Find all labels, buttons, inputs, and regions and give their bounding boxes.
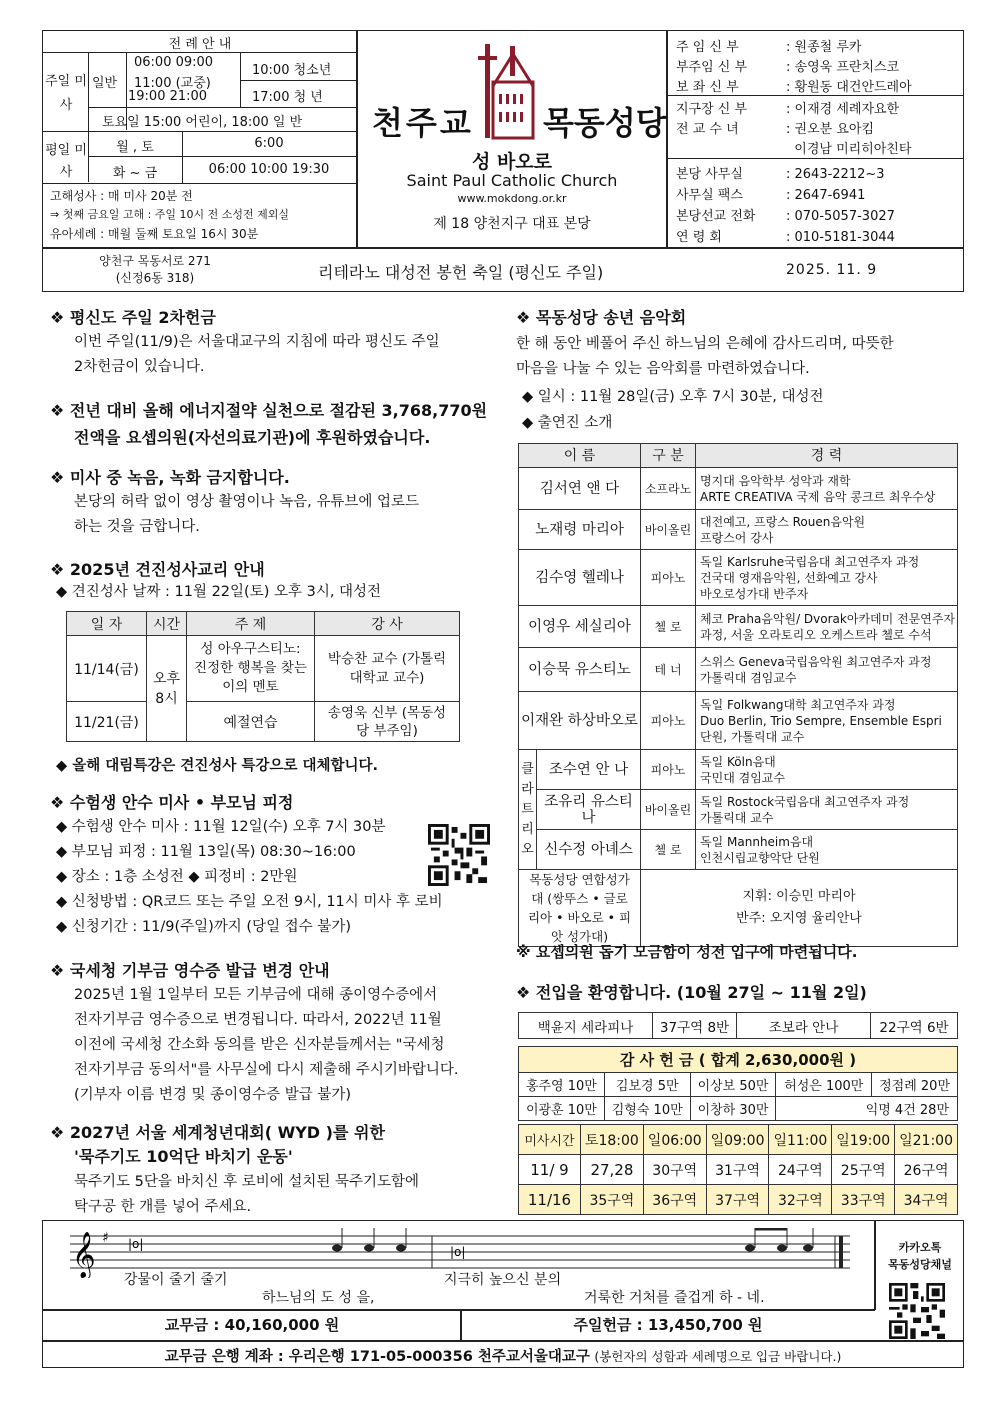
- church-name-right: 목동성당: [543, 104, 667, 142]
- career-line: 체코 Praha음악원/ Dvorak아카데미 전문연주자: [700, 611, 955, 626]
- topic-cell: 성 아우구스티노: 진정한 행복을 찾는 이의 멘토: [187, 636, 315, 702]
- performer-name: 김수영 헬레나: [519, 550, 641, 606]
- career-line: 인천시립교향악단 단원: [700, 850, 820, 865]
- performer-name: 신수정 아녜스: [537, 830, 641, 870]
- website-link[interactable]: www.mokdong.or.kr: [457, 192, 567, 205]
- performer-name: 노재령 마리아: [519, 510, 641, 550]
- text-line: 이번 주일(11/9)은 서울대교구의 지침에 따라 평신도 주일: [74, 334, 440, 350]
- concert-performers-label: ◆ 출연진 소개: [522, 415, 613, 431]
- newcomer-zone: 37구역 8반: [653, 1013, 737, 1039]
- performer-name: 조수연 안 나: [537, 750, 641, 790]
- choir-accompanist: 반주: 오지영 율리안나: [736, 911, 862, 926]
- performer-career: [696, 468, 958, 510]
- staff-name: 권오분 요아킴: [794, 122, 874, 137]
- concert-date: ◆ 일시 : 11월 28일(금) 오후 7시 30분, 대성전: [522, 389, 824, 405]
- sunday-times-1: 06:00 09:00: [134, 55, 214, 70]
- contact-value: 010-5181-3044: [794, 230, 895, 245]
- col-header: 구 분: [641, 444, 696, 468]
- performer-career: [696, 648, 958, 692]
- career-line: 과정, 서울 오라토리오 오케스트라 첼로 수석: [700, 627, 932, 642]
- text-line: (기부자 이름 변경 및 종이영수증 발급 불가): [74, 1087, 352, 1103]
- contact-label: 본당 사무실: [676, 167, 743, 182]
- section-title-laity-sunday: ❖ 평신도 주일 2차헌금: [50, 308, 216, 327]
- col-header: 미사시간: [519, 1125, 581, 1155]
- english-name: Saint Paul Catholic Church: [406, 171, 618, 190]
- duty-cell: 31구역: [706, 1155, 769, 1185]
- performer-career: [696, 510, 958, 550]
- performer-part: 피아노: [641, 750, 696, 790]
- career-line: 가톨릭대 교수: [700, 810, 774, 825]
- col-header: 경 력: [696, 444, 958, 468]
- performer-career: [696, 550, 958, 606]
- topic-cell: 예절연습: [187, 702, 315, 742]
- performer-name: 김서연 앤 다: [519, 468, 641, 510]
- district-label: 제 18 양천지구 대표 본당: [433, 216, 591, 232]
- choir-conductor: 지휘: 이승민 마리아: [742, 889, 856, 904]
- text-line: 탁구공 한 개를 넣어 주세요.: [74, 1199, 252, 1215]
- laity-sunday-body: [74, 330, 494, 380]
- thanks-cell: 정점례 20만: [872, 1073, 958, 1097]
- staff-role: 부주임 신 부: [676, 60, 748, 75]
- col-header: 일11:00: [769, 1125, 832, 1155]
- col-header: 일09:00: [706, 1125, 769, 1155]
- mass-duty-table: [518, 1124, 958, 1215]
- career-line: 가톨릭대 겸임교수: [700, 670, 797, 685]
- performer-part: 피아노: [641, 550, 696, 606]
- bank-account-main: 교무금 은행 계좌 : 우리은행 171-05-000356 천주교서울대교구: [164, 1349, 590, 1365]
- text-line: 전자기부금 동의서"를 사무실에 다시 제출해 주시기바랍니다.: [74, 1062, 459, 1078]
- thanks-title: 감 사 헌 금 ( 합계 2,630,000원 ): [519, 1047, 958, 1073]
- patron-saint: 성 바오로: [471, 151, 553, 173]
- qr-code-icon[interactable]: [428, 824, 490, 886]
- duty-date: 11/16: [519, 1185, 581, 1215]
- newcomers-table: [518, 1012, 958, 1039]
- lyric-line-3: 지극히 높으신 분의: [444, 1272, 562, 1288]
- thanks-cell: 김형숙 10만: [604, 1097, 690, 1121]
- career-line: ARTE CREATIVA 국제 음악 콩크르 최우수상: [700, 489, 936, 504]
- svg-text:|o|: |o|: [450, 1245, 466, 1259]
- list-item: ◆ 신청방법 : QR코드 또는 주일 오전 9시, 11시 미사 후 로비: [56, 894, 443, 910]
- duty-cell: 33구역: [832, 1185, 895, 1215]
- career-line: Duo Berlin, Trio Sempre, Ensemble Espri: [700, 713, 942, 728]
- performer-career: [696, 790, 958, 830]
- lyric-line-1: 강물이 줄기 줄기: [124, 1272, 228, 1288]
- performer-part: 소프라노: [641, 468, 696, 510]
- list-item: ◆ 수험생 안수 미사 : 11월 12일(수) 오후 7시 30분: [56, 819, 386, 835]
- duty-cell: 34구역: [895, 1185, 958, 1215]
- col-header: 강 사: [315, 612, 460, 636]
- section-title-donation-receipt: ❖ 국세청 기부금 영수증 발급 변경 안내: [50, 961, 330, 980]
- newcomer-name: 조보라 안나: [737, 1013, 871, 1039]
- confirmation-table: [66, 611, 460, 742]
- sunday-times-2: 11:00 (교중): [134, 76, 211, 91]
- career-line: 단원, 가톨릭대 교수: [700, 729, 805, 744]
- staff-role: 지구장 신 부: [676, 102, 748, 117]
- section-title-recording: ❖ 미사 중 녹음, 녹화 금지합니다.: [50, 468, 290, 487]
- staff-name: 송영욱 프란치스코: [794, 60, 900, 75]
- performer-name: 이재완 하상바오로: [519, 692, 641, 750]
- career-line: 명지대 음악학부 성악과 재학: [700, 473, 851, 488]
- career-line: 독일 Rostock국립음대 최고연주자 과정: [700, 794, 910, 809]
- joseph-clinic-note: ※ 요셉의원 돕기 모금함이 성전 입구에 마련됩니다.: [516, 943, 858, 961]
- col-header: 일06:00: [643, 1125, 706, 1155]
- thanks-cell: 김보경 5만: [604, 1073, 690, 1097]
- contact-label: 본당선교 전화: [676, 209, 756, 224]
- thanks-cell: 허성은 100만: [776, 1073, 872, 1097]
- contact-value: 2643-2212~3: [794, 167, 885, 182]
- career-line: 대전예고, 프랑스 Rouen음악원: [700, 514, 866, 529]
- infant-baptism-info: 유아세례 : 매월 둘째 토요일 16시 30분: [50, 227, 259, 241]
- tithe-total: 교무금 : 40,160,000 원: [164, 1316, 340, 1334]
- kakao-label-1: 카카오톡: [898, 1241, 942, 1254]
- section-title-exam-mass: ❖ 수험생 안수 미사 • 부모님 피정: [50, 793, 294, 812]
- career-line: 독일 Folkwang대학 최고연주자 과정: [700, 697, 896, 712]
- donation-receipt-body: [74, 983, 494, 1108]
- choir-leaders: [641, 870, 958, 947]
- col-header: 주 제: [187, 612, 315, 636]
- date-cell: 11/21(금): [67, 702, 147, 742]
- confirmation-date: ◆ 견진성사 날짜 : 11월 22일(토) 오후 3시, 대성전: [56, 584, 382, 600]
- staff-name: 황원동 대건안드레아: [794, 80, 912, 95]
- sunday-offering-total: 주일헌금 : 13,450,700 원: [573, 1316, 763, 1334]
- address-line-1: 양천구 목동서로 271: [99, 254, 211, 268]
- text-line: 2차헌금이 있습니다.: [74, 359, 205, 375]
- duty-cell: 27,28: [581, 1155, 644, 1185]
- career-line: 스위스 Geneva국립음악원 최고연주자 과정: [700, 654, 932, 669]
- duty-date: 11/ 9: [519, 1155, 581, 1185]
- performer-career: [696, 750, 958, 790]
- list-item: ◆ 장소 : 1층 소성전 ◆ 피정비 : 2만원: [56, 869, 298, 885]
- thanks-cell: 이광훈 10만: [519, 1097, 605, 1121]
- church-logo-icon: [477, 42, 541, 142]
- section-title-energy: ❖ 전년 대비 올해 에너지절약 실천으로 절감된 3,768,770원: [50, 401, 488, 420]
- kakao-label-2: 목동성당채널: [888, 1258, 952, 1271]
- performer-part: 피아노: [641, 692, 696, 750]
- career-line: 국민대 겸임교수: [700, 770, 785, 785]
- performer-part: 바이올린: [641, 510, 696, 550]
- saturday-mass: 토요일 15:00 어린이, 18:00 일 반: [102, 115, 303, 130]
- contact-value: 070-5057-3027: [794, 209, 895, 224]
- list-item: ◆ 부모님 피정 : 11월 13일(목) 08:30~16:00: [56, 844, 356, 860]
- thanks-cell: 홍주영 10만: [519, 1073, 605, 1097]
- performer-career: [696, 830, 958, 870]
- bank-account: [44, 1345, 962, 1366]
- col-header: 토18:00: [581, 1125, 644, 1155]
- career-line: 독일 Mannheim음대: [700, 834, 814, 849]
- general-label: 일반: [92, 76, 118, 91]
- staff-role: 전 교 수 녀: [676, 122, 739, 137]
- section-title-wyd: ❖ 2027년 서울 세계청년대회( WYD )를 위한: [50, 1123, 385, 1142]
- choir-name: 목동성당 연합성가대 (쌍뚜스 • 글로리아 • 바오로 • 피앗 성가대): [519, 870, 641, 947]
- lyric-line-2: 하느님의 도 성 을,: [262, 1290, 375, 1306]
- sunday-label: 주일 미사: [45, 74, 87, 113]
- thanks-cell: 이창하 30만: [690, 1097, 776, 1121]
- mon-sat-time: 6:00: [254, 136, 284, 151]
- date-cell: 11/14(금): [67, 636, 147, 702]
- duty-cell: 30구역: [643, 1155, 706, 1185]
- contact-value: 2647-6941: [794, 188, 866, 203]
- col-header: 시간: [147, 612, 187, 636]
- performer-name: 이승묵 유스티노: [519, 648, 641, 692]
- text-line: 마음을 나눌 수 있는 음악회를 마련하였습니다.: [516, 361, 810, 377]
- svg-text:♯: ♯: [102, 1230, 109, 1246]
- bank-account-note: (봉헌자의 성함과 세례명으로 입금 바랍니다.): [594, 1349, 842, 1364]
- bulletin-date: 2025. 11. 9: [786, 262, 878, 278]
- performer-name: 이영우 세실리아: [519, 606, 641, 648]
- speaker-cell: 송영욱 신부 (목동성당 부주임): [315, 702, 460, 742]
- thanks-cell: 익명 4건 28만: [776, 1097, 958, 1121]
- duty-cell: 35구역: [581, 1185, 644, 1215]
- sunday-times-3: 19:00 21:00: [128, 89, 208, 104]
- text-line: 2025년 1월 1일부터 모든 기부금에 대해 종이영수증에서: [74, 987, 438, 1003]
- col-header: 일 자: [67, 612, 147, 636]
- section-title-welcome: ❖ 전입을 환영합니다. (10월 27일 ~ 11월 2일): [516, 983, 867, 1002]
- section-title-wyd-2: '묵주기도 10억단 바치기 운동': [74, 1147, 293, 1166]
- text-line: 본당의 허락 없이 영상 촬영이나 녹음, 유튜브에 업로드: [74, 494, 420, 510]
- career-line: 바오로성가대 반주자: [700, 586, 809, 601]
- thanks-cell: 이상보 50만: [690, 1073, 776, 1097]
- svg-text:|o|: |o|: [128, 1237, 144, 1251]
- confession-info: 고해성사 : 매 미사 20분 전: [50, 189, 193, 203]
- col-header: 일19:00: [832, 1125, 895, 1155]
- contact-list: 본당 사무실 : 2643-2212~3 사무실 팩스 : 2647-6941 본당선교 전화 : 070-5057-3027 연 령 회 : 010-5181-3044: [676, 163, 960, 247]
- advent-note: ◆ 올해 대림특강은 견진성사 특강으로 대체합니다.: [56, 758, 379, 774]
- text-line: 묵주기도 5단을 바치신 후 로비에 설치된 묵주기도함에: [74, 1174, 420, 1190]
- section-title-energy-2: 전액을 요셉의원(자선의료기관)에 후원하였습니다.: [74, 428, 431, 447]
- duty-cell: 26구역: [895, 1155, 958, 1185]
- contact-label: 연 령 회: [676, 230, 722, 245]
- recording-body: [74, 490, 494, 540]
- first-friday-info: ⇒ 첫째 금요일 고해 : 주일 10시 전 소성전 제외실: [50, 208, 290, 221]
- career-line: 독일 Köln음대: [700, 754, 776, 769]
- performer-part: 첼 로: [641, 830, 696, 870]
- youth-mass: 10:00 청소년: [252, 63, 332, 78]
- career-line: 독일 Karlsruhe국립음대 최고연주자 과정: [700, 554, 920, 569]
- address-line-2: (신정6동 318): [115, 271, 195, 285]
- staff-name: 원종철 루카: [794, 40, 862, 55]
- young-adult-mass: 17:00 청 년: [252, 90, 323, 105]
- newcomer-zone: 22구역 6반: [871, 1013, 958, 1039]
- contact-label: 사무실 팩스: [676, 188, 743, 203]
- mass-title: 전 례 안 내: [168, 37, 232, 52]
- time-cell: 오후 8시: [147, 636, 187, 742]
- staff-list: 주 임 신 부 : 원종철 루카 부주임 신 부 : 송영욱 프란치스코 보 좌 신 부 : 황원동 대건안드레아: [676, 36, 960, 96]
- section-title-confirmation: ❖ 2025년 견진성사교리 안내: [50, 560, 265, 579]
- performer-career: [696, 692, 958, 750]
- speaker-cell: 박승찬 교수 (가톨릭대학교 교수): [315, 636, 460, 702]
- thanks-offering-table: [518, 1046, 958, 1121]
- text-line: 이전에 국세청 간소화 동의를 받은 신자분들께서는 "국세청: [74, 1037, 445, 1053]
- clario-label: 클 라 트 리 오: [519, 750, 537, 870]
- svg-text:𝄞: 𝄞: [72, 1232, 96, 1278]
- feast-title: 리테라노 대성전 봉헌 축일 (평신도 주일): [318, 263, 604, 282]
- text-line: 한 해 동안 베풀어 주신 하느님의 은혜에 감사드리며, 따뜻한: [516, 336, 894, 352]
- text-line: 전자기부금 영수증으로 변경됩니다. 따라서, 2022년 11월: [74, 1012, 442, 1028]
- duty-cell: 32구역: [769, 1185, 832, 1215]
- concert-body: [516, 332, 956, 382]
- performer-part: 바이올린: [641, 790, 696, 830]
- career-line: 건국대 영재음악원, 선화예고 강사: [700, 570, 878, 585]
- performer-name: 조유리 유스티나: [537, 790, 641, 830]
- wyd-body: [74, 1170, 494, 1220]
- performer-career: [696, 606, 958, 648]
- mon-sat-label: 월 , 토: [116, 140, 154, 155]
- duty-cell: 36구역: [643, 1185, 706, 1215]
- performer-part: 첼 로: [641, 606, 696, 648]
- list-item: ◆ 신청기간 : 11/9(주일)까지 (당일 접수 불가): [56, 919, 351, 935]
- duty-cell: 25구역: [832, 1155, 895, 1185]
- performers-table: [518, 443, 958, 947]
- weekday-label: 평일 미사: [45, 143, 87, 180]
- section-title-concert: ❖ 목동성당 송년 음악회: [516, 308, 687, 327]
- duty-cell: 37구역: [706, 1185, 769, 1215]
- church-name-left: 천주교: [372, 104, 474, 142]
- tue-fri-label: 화 ~ 금: [112, 166, 158, 181]
- text-line: 하는 것을 금합니다.: [74, 519, 200, 535]
- career-line: 프랑스어 강사: [700, 530, 774, 545]
- lyric-line-4: 거룩한 거처를 즐겁게 하 - 네.: [584, 1290, 765, 1306]
- duty-cell: 24구역: [769, 1155, 832, 1185]
- kakao-qr-code-icon[interactable]: [889, 1283, 945, 1339]
- performer-part: 테 너: [641, 648, 696, 692]
- staff-role: 주 임 신 부: [676, 40, 739, 55]
- newcomer-name: 백윤지 세라피나: [519, 1013, 653, 1039]
- staff-name: 이경남 미리히아친타: [794, 142, 912, 157]
- staff-role: 보 좌 신 부: [676, 80, 739, 95]
- col-header: 이 름: [519, 444, 641, 468]
- staff-list-2: 지구장 신 부 : 이재경 세례자요한 전 교 수 녀 : 권오분 요아킴 이경남 미리히아친타: [676, 98, 960, 158]
- col-header: 일21:00: [895, 1125, 958, 1155]
- tue-fri-time: 06:00 10:00 19:30: [208, 162, 330, 177]
- staff-name: 이재경 세례자요한: [794, 102, 900, 117]
